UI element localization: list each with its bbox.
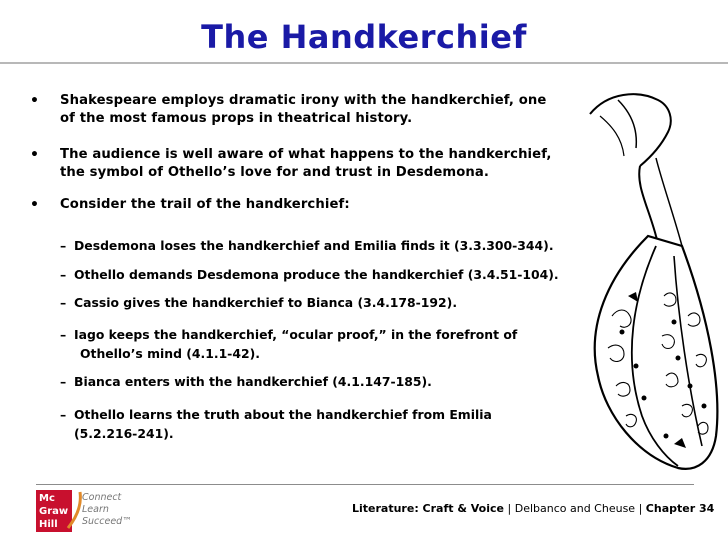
dash-glyph: – [60, 327, 67, 342]
subpoint-line: Othello demands Desdemona produce the handkerchief (3.4.51-104). [74, 267, 559, 282]
logo-box-text: Mc [39, 493, 55, 504]
logo-box-text: Hill [39, 519, 58, 530]
bullet-glyph: • [30, 93, 40, 109]
subpoint-line: Othello learns the truth about the handkerchief from Emilia [74, 407, 492, 422]
bullet-item [26, 196, 350, 214]
dash-glyph: – [60, 238, 67, 253]
slide-title: The Handkerchief [201, 18, 527, 56]
subpoint-line: Desdemona loses the handkerchief and Emilia finds it (3.3.300-344). [74, 238, 554, 253]
bullet-item [26, 92, 546, 128]
dash-glyph: – [60, 407, 67, 422]
dash-glyph: – [60, 267, 67, 282]
subpoint-item [60, 405, 594, 443]
bullet-line: The audience is well aware of what happens to the handkerchief, [60, 147, 552, 162]
tagline-line: Succeed™ [82, 516, 132, 527]
subpoint-item [60, 372, 594, 391]
bullet-line: the symbol of Othello’s love for and trust in Desdemona. [60, 165, 489, 180]
dash-glyph: – [60, 295, 67, 310]
logo-box-text: Graw [39, 506, 69, 517]
footer-divider [36, 484, 694, 485]
footer-separator: | [638, 502, 643, 515]
subpoint-item [60, 325, 594, 363]
subpoint-item [60, 265, 594, 284]
subpoint-item [60, 293, 594, 312]
bullet-item [26, 146, 551, 182]
tagline-line: Connect [82, 492, 122, 503]
publisher-logo [36, 490, 158, 534]
footer-authors: Delbanco and Cheuse [514, 502, 636, 515]
subpoint-line: (5.2.216-241). [74, 426, 174, 441]
footer-separator: | [507, 502, 512, 515]
bullet-glyph: • [30, 197, 40, 213]
handkerchief-illustration [578, 86, 728, 476]
dash-glyph: – [60, 374, 67, 389]
subpoint-line: Bianca enters with the handkerchief (4.1.147-185). [74, 374, 432, 389]
subpoint-line: Othello’s mind (4.1.1-42). [80, 346, 260, 361]
footer-chapter: Chapter 34 [645, 502, 715, 515]
title-divider [0, 62, 728, 64]
tagline-line: Learn [82, 504, 109, 515]
footer-citation [352, 502, 714, 515]
subpoint-line: Iago keeps the handkerchief, “ocular proof,” in the forefront of [74, 327, 518, 342]
bullet-line: Shakespeare employs dramatic irony with the handkerchief, one [60, 93, 547, 108]
bullet-glyph: • [30, 147, 40, 163]
subpoint-item [60, 236, 594, 255]
subpoint-line: Cassio gives the handkerchief to Bianca (3.4.178-192). [74, 295, 458, 310]
bullet-line: Consider the trail of the handkerchief: [60, 197, 350, 212]
logo-tagline [82, 492, 132, 528]
footer-book-title: Literature: Craft & Voice [352, 502, 504, 515]
bullet-line: of the most famous props in theatrical history. [60, 111, 413, 126]
